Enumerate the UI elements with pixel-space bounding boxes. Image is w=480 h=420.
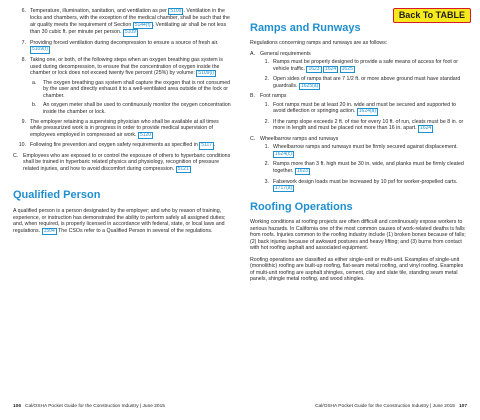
regulation-link[interactable]: 1623 [296,167,309,174]
footer-left [13,404,165,410]
regulation-link[interactable]: 1624(a) [358,108,376,115]
regulation-link[interactable]: 5117 [201,142,213,149]
section-heading: A. General requirements [250,50,311,57]
section-c-list [13,153,231,173]
regulation-link[interactable]: 1625 [341,65,353,72]
list-item: 3. Falsework design loads must be increased by 10 psf for worker-propelled carts. 1717(a) [264,178,458,192]
sub-list-item: b. An oxygen meter shall be used to continuously monitor the oxygen concentration inside the chamber or lock. [32,102,231,115]
regulation-link[interactable]: 5144(f) [134,21,151,28]
section-heading: B. Foot ramps [250,93,287,100]
back-to-table-button[interactable]: Back To TABLE [393,8,471,23]
page-number: 107 [458,404,467,409]
regulation-link[interactable]: 1623 [308,65,320,72]
section-heading: C. Wheelbarrow ramps and runways [250,135,339,142]
regulation-link[interactable]: 5120 [139,131,152,138]
sub-list [30,80,231,116]
ramps-intro: Regulations concerning ramps and runways are as follows: [250,40,388,46]
list-item: 1. Foot ramps must be at least 20 in. wide and must be secured and supported to avoid deflection or springing action. 1624(a) [264,101,456,115]
regulation-link[interactable]: 5121 [177,165,189,172]
left-column [13,8,231,235]
list-item: 9. The employer retaining a supervising physician who shall be available at all times while pressurized work is in progress in order to provide medical supervision of employees employed in compressed air work. 5120 [21,118,219,138]
regulation-link[interactable]: 1624 [420,125,432,132]
list-item: 8. Taking one, or both, of the following steps when an oxygen breathing gas system is used during decompression, to ensure that the concentration of oxygen inside the chamber or lock does not exceed twenty five percent (25%) by volume: 5109(l) a. The oxygen breathing gas system shall capture the oxygen that is not consumed by the user and directly exhaust it to a well-ventilated area outside of the lock or chamber. b. An oxygen meter shall be used to continuously monitor the oxygen concentration inside the chamber or lock. [21,57,231,115]
footer-title: Cal/OSHA Pocket Guide for the Construction Industry | June 2015 [315,404,455,409]
page-number: 106 [13,404,22,409]
regulation-link[interactable]: 5109(l) [198,70,214,76]
foot-ramps-list [250,102,468,133]
list-item: 2. If the ramp slope exceeds 2 ft. of rise for every 10 ft. of run, cleats must be 8 in. or more in length and must be placed not more than 16 in. apart. 1624 [264,118,464,132]
footer-right [315,404,467,410]
regulation-link[interactable]: 1625(a) [300,82,319,89]
roofing-paragraph-1: Working conditions at roofing projects are often difficult and continuously expose workers to serious hazards. In California one of the most common causes of work-related deaths is falls from roofs. Injuries common to the roofing industry include (1) broken bones because of falls; (2) back injuries because of awkward postures and heavy lifting; and (3) burns from contact with hot roofing asphalt and associated equipment. [250,219,466,252]
list-item: 2. Ramps more than 3 ft. high must be 30 in. wide, and planks must be firmly cleated together. 1623 [264,161,464,174]
ramps-runways-heading: Ramps and Runways [250,22,361,34]
list-item: 1. Ramps must be properly designed to provide a safe means of access for foot or vehicle traffic. 1623 1624 1625 [264,59,459,72]
right-column [250,8,468,283]
qualified-person-text: A qualified person is a person designated by the employer; and who by reason of training, experience, or instruction has demonstrated the ability to perform safely all assigned duties; and, when required, is properly licensed in accordance with federal, state, or local laws and regulations. 1504 The CSOs refer to a Qualified Person in several of the regulations. [13,208,226,234]
compressed-air-list [13,8,231,150]
regulation-link[interactable]: 1624 [325,65,337,72]
regulation-link[interactable]: 1717(a) [275,185,293,192]
roofing-paragraph-2: Roofing operations are classified as either single-unit or multi-unit. Examples of single-unit (monolithic) roofing are built-up roofing, flat-seam metal roofing, and vinyl roofing. Examples of multi-unit roofing are asphalt shingles, cement, clay and slate tile, standing seam metal panels, shingle metal roofing, and wood shingles. [250,256,464,283]
general-requirements-list [250,59,468,90]
qualified-person-heading: Qualified Person [13,189,101,202]
sub-list-item: a. The oxygen breathing gas system shall capture the oxygen that is not consumed by the user and directly exhaust it to a well-ventilated area outside of the lock or chamber. [32,79,231,99]
list-item: 2. Open sides of ramps that are 7 1/2 ft. or more above ground must have standard guardrails. 1625(a) [264,76,461,89]
list-item: 7. Providing forced ventilation during decompression to ensure a source of fresh air. 5109(f) [21,39,219,53]
footer-title: Cal/OSHA Pocket Guide for the Construction Industry | June 2015 [25,404,165,409]
list-item: 1. Wheelbarrow ramps and runways must be firmly secured against displacement. 1624(c) [264,144,458,157]
regulation-link[interactable]: 1504 [43,227,55,234]
wheelbarrow-ramps-list [250,144,468,192]
regulation-link[interactable]: 5109(f) [32,46,48,53]
list-item: 10. Following fire prevention and oxygen safety requirements as specified in 5117 . [18,142,216,149]
list-item: C. Employees who are exposed to or control the exposure of others to hyperbaric conditions shall be trained in hyperbaric related physics and physiology, recognition of pressure related injuries, and how to avoid discomfort during compression. 5121 [13,152,231,172]
regulation-link[interactable]: 5109 [124,29,136,36]
regulation-link[interactable]: 1624(c) [275,150,292,157]
regulation-link[interactable]: 5109 [170,8,182,14]
roofing-operations-heading: Roofing Operations [250,201,353,214]
list-item: 6. Temperature, illumination, sanitation, and ventilation as per 5109 . Ventilation in the locks and chambers, with the exception of the medical chamber, shall be such that the air quality meets the requirement of Section 5144(f) . Ventilating air shall be not less than 30 cubic ft. per minute per person. 5109 [21,8,230,36]
